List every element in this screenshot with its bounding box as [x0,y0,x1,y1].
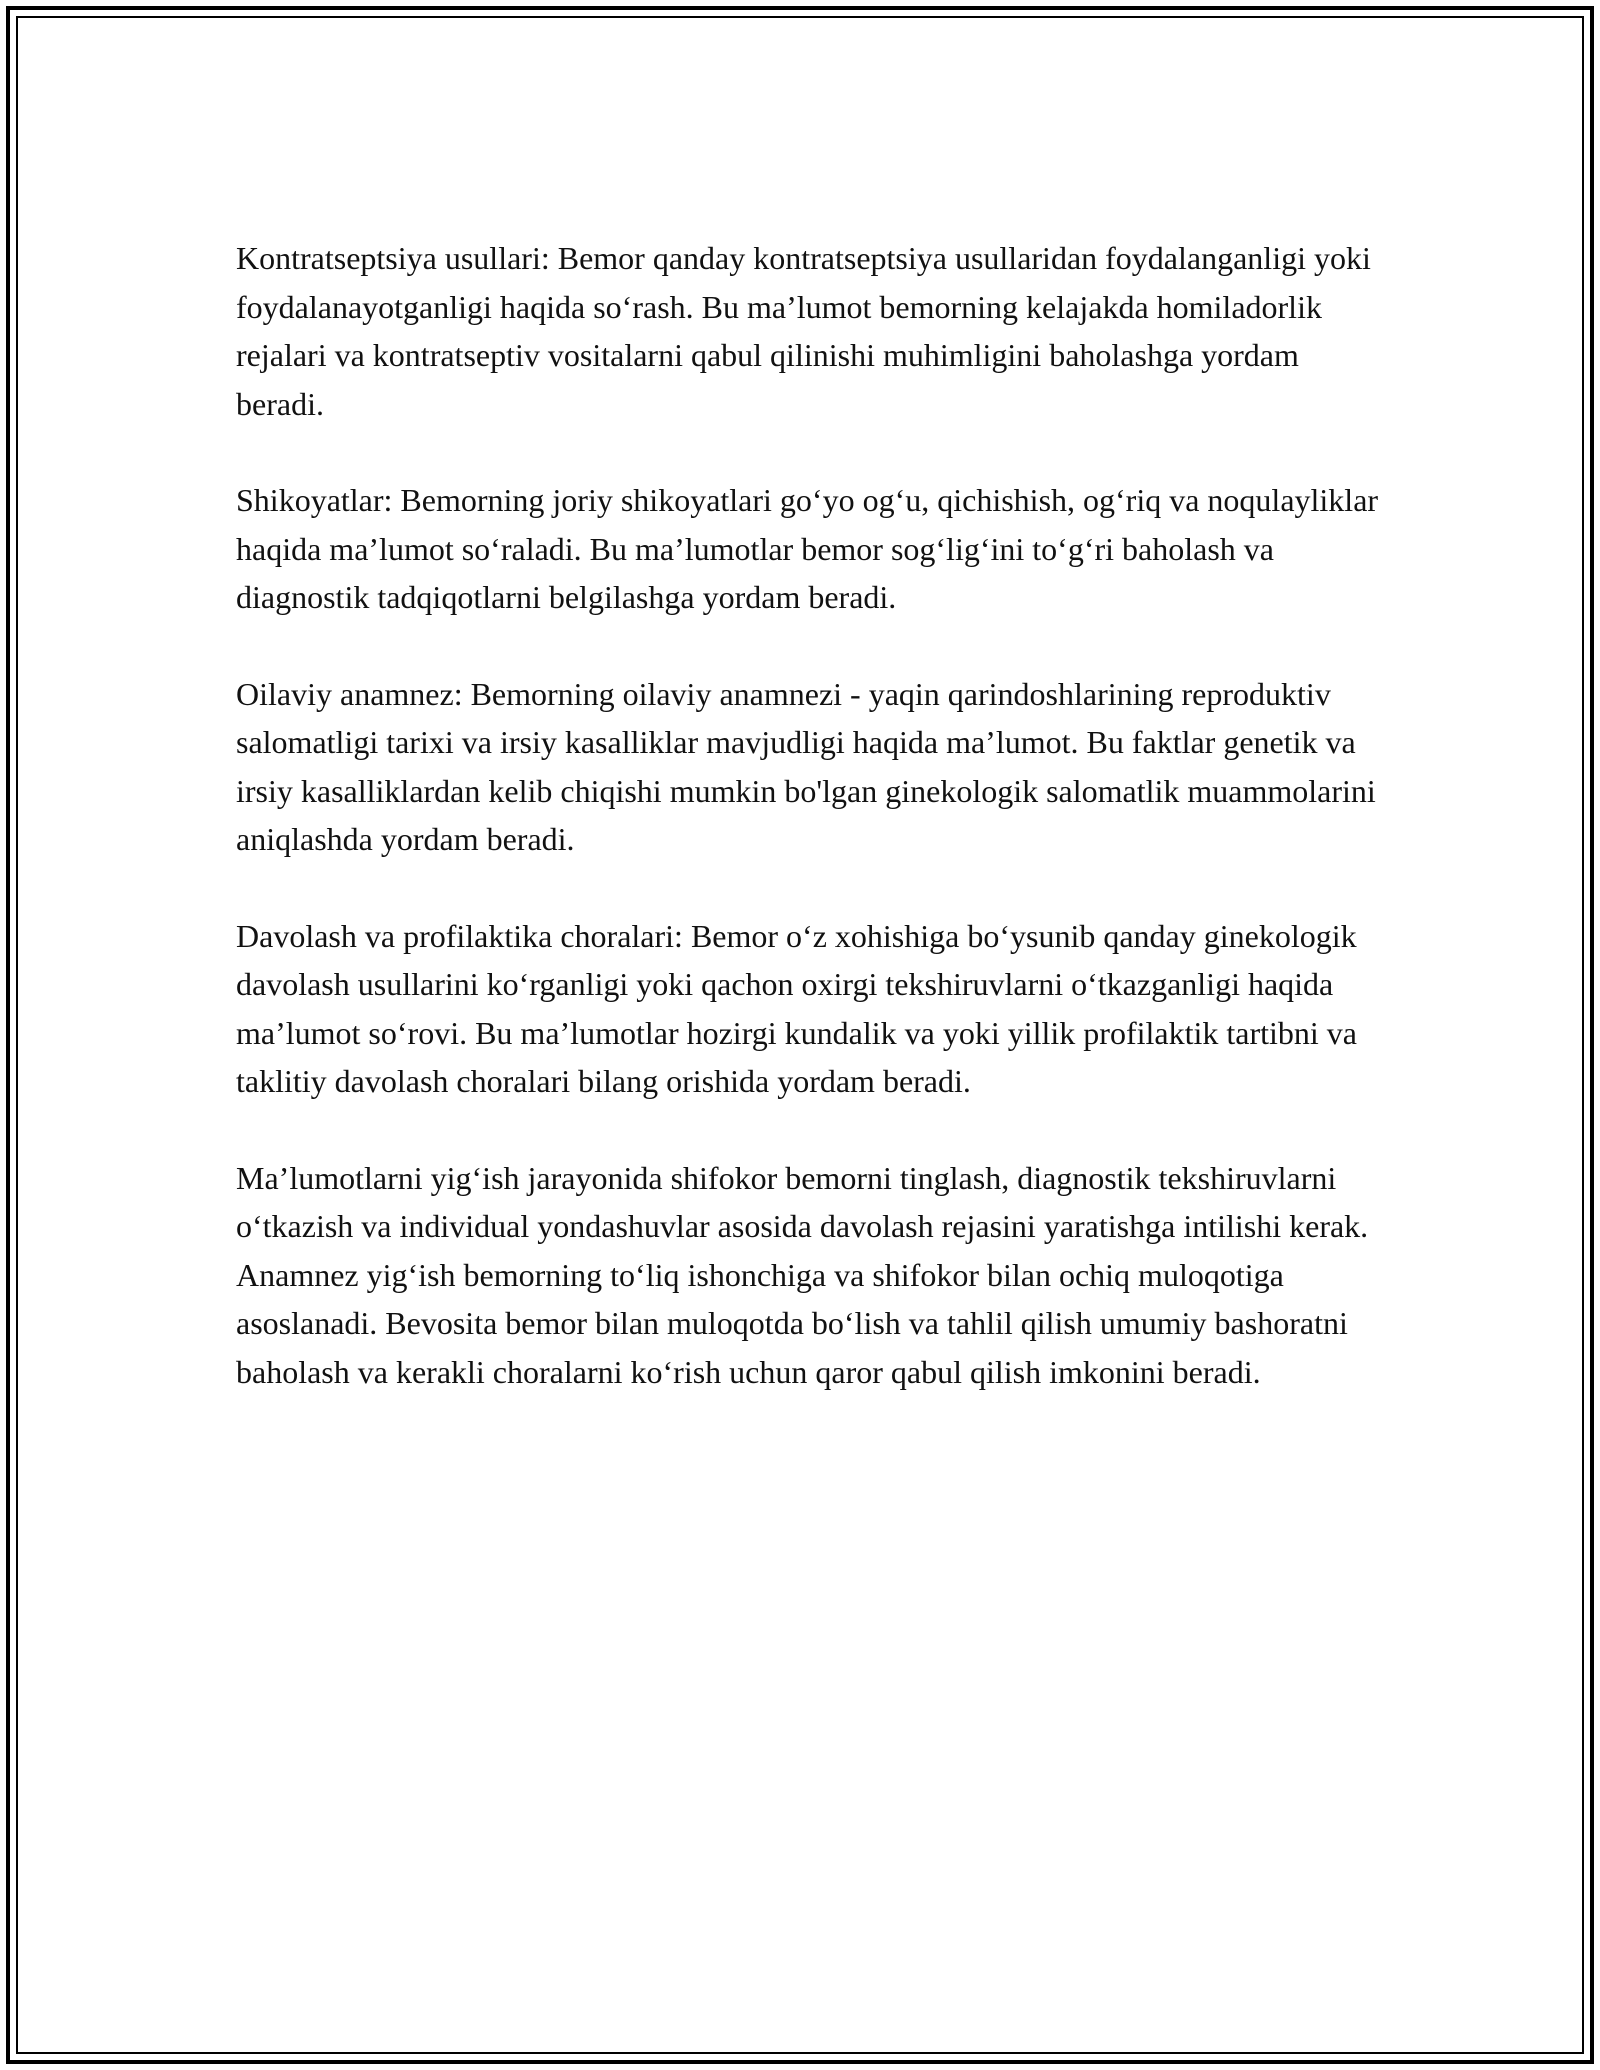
paragraph-treatment-prevention: Davolash va profilaktika choralari: Bemor o‘z xohishiga bo‘ysunib qanday ginekologik davolash usullarini ko‘rganligi yoki qachon oxirgi tekshiruvlarni o‘tkazganligi haqida ma’lumot so‘rovi. Bu ma’lumotlar hozirgi kundalik va yoki yillik profilaktik tartibni va taklitiy davolash choralari bilang orishida yordam beradi. [236,917,1357,1099]
paragraph-family-history: Oilaviy anamnez: Bemorning oilaviy anamnezi - yaqin qarindoshlarining reproduktiv salomatligi tarixi va irsiy kasalliklar mavjudligi haqida ma’lumot. Bu faktlar genetik va irsiy kasalliklardan kelib chiqishi mumkin bo'lgan ginekologik salomatlik muammolarini aniqlashda yordam beradi. [236,675,1376,857]
paragraph-complaints: Shikoyatlar: Bemorning joriy shikoyatlari go‘yo og‘u, qichishish, og‘riq va noqulayliklar haqida ma’lumot so‘raladi. Bu ma’lumotlar bemor sog‘lig‘ini to‘g‘ri baholash va diagnostik tadqiqotlarni belgilashga yordam beradi. [236,482,1379,615]
paragraph-data-collection: Ma’lumotlarni yig‘ish jarayonida shifokor bemorni tinglash, diagnostik tekshiruvlarni o‘tkazish va individual yondashuvlar asosida davolash rejasini yaratishga intilishi kerak. Anamnez yig‘ish bemorning to‘liq ishonchiga va shifokor bilan ochiq muloqotiga asoslanadi. Bevosita bemor bilan muloqotda bo‘lish va tahlil qilish umumiy bashoratni baholash va kerakli choralarni ko‘rish uchun qaror qabul qilish imkonini beradi. [236,1159,1369,1390]
paragraph-contraception-methods: Kontratseptsiya usullari: Bemor qanday kontratseptsiya usullaridan foydalanganligi yoki foydalanayotganligi haqida so‘rash. Bu ma’lumot bemorning kelajakda homiladorlik rejalari va kontratseptiv vositalarni qabul qilinishi muhimligini baholashga yordam beradi. [236,240,1371,422]
document-body [236,234,1386,1444]
